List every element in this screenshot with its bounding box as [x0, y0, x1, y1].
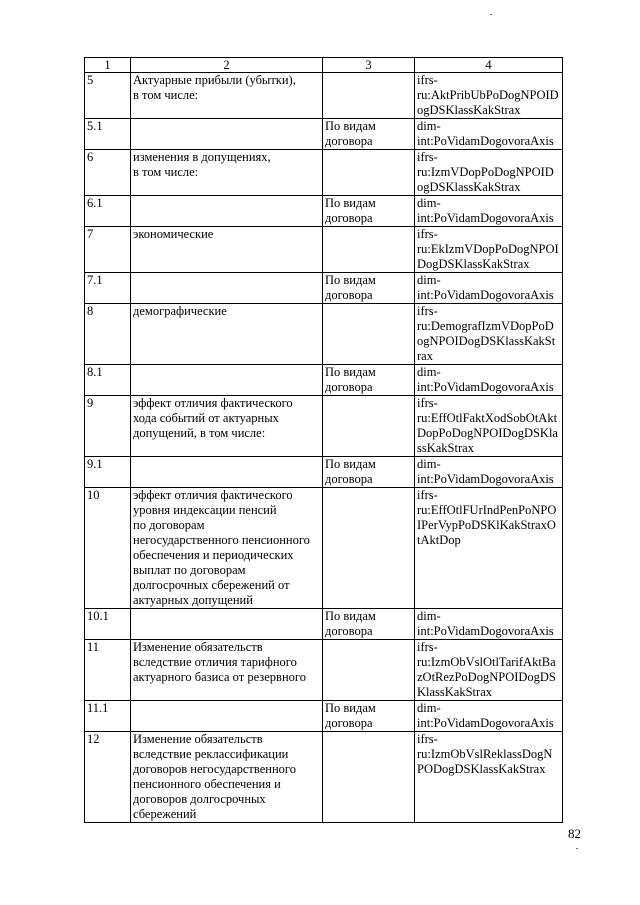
axis-cell: [323, 732, 415, 823]
description-cell: [131, 196, 323, 227]
row-number-cell: 5: [85, 73, 131, 119]
description-cell: [131, 365, 323, 396]
table-row: [85, 73, 563, 119]
table-header-row: [85, 58, 563, 73]
row-number-cell: 10: [85, 488, 131, 609]
table-row: [85, 273, 563, 304]
indicator-table: [84, 57, 563, 823]
description-cell: эффект отличия фактического хода событий от актуарных допущений, в том числе:: [131, 396, 323, 457]
code-cell: ifrs- ru:IzmObVslReklassDogN PODogDSKlassKakStrax: [415, 732, 563, 823]
axis-cell: [323, 640, 415, 701]
column-header-3: 3: [323, 58, 415, 73]
row-number-cell: 8.1: [85, 365, 131, 396]
table-row: [85, 457, 563, 488]
code-cell: dim- int:PoVidamDogovoraAxis: [415, 457, 563, 488]
description-cell: изменения в допущениях, в том числе:: [131, 150, 323, 196]
axis-cell: [323, 396, 415, 457]
table-row: [85, 150, 563, 196]
description-cell: Изменение обязательств вследствие отличия тарифного актуарного базиса от резервного: [131, 640, 323, 701]
code-cell: dim- int:PoVidamDogovoraAxis: [415, 196, 563, 227]
axis-cell: По видам договора: [323, 365, 415, 396]
axis-cell: [323, 227, 415, 273]
row-number-cell: 9: [85, 396, 131, 457]
scan-speck: [576, 848, 578, 849]
description-cell: эффект отличия фактического уровня индексации пенсий по договорам негосударственного пенсионного обеспечения и периодических выплат по договорам долгосрочных сбережений от актуарных допущений: [131, 488, 323, 609]
row-number-cell: 11: [85, 640, 131, 701]
row-number-cell: 6.1: [85, 196, 131, 227]
page-number: 82: [568, 826, 581, 841]
code-cell: ifrs- ru:AktPribUbPoDogNPOID ogDSKlassKakStrax: [415, 73, 563, 119]
table-row: [85, 640, 563, 701]
description-cell: Актуарные прибыли (убытки), в том числе:: [131, 73, 323, 119]
description-cell: демографические: [131, 304, 323, 365]
table-row: [85, 609, 563, 640]
axis-cell: По видам договора: [323, 457, 415, 488]
code-cell: ifrs- ru:EffOtlFaktXodSobOtAkt DopPoDogNPOIDogDSKla ssKakStrax: [415, 396, 563, 457]
table-row: [85, 396, 563, 457]
scan-speck: [490, 14, 492, 15]
description-cell: [131, 609, 323, 640]
table-row: [85, 488, 563, 609]
row-number-cell: 7: [85, 227, 131, 273]
row-number-cell: 5.1: [85, 119, 131, 150]
description-cell: [131, 457, 323, 488]
code-cell: dim- int:PoVidamDogovoraAxis: [415, 365, 563, 396]
column-header-4: 4: [415, 58, 563, 73]
description-cell: экономические: [131, 227, 323, 273]
axis-cell: [323, 150, 415, 196]
axis-cell: По видам договора: [323, 273, 415, 304]
table-row: [85, 365, 563, 396]
row-number-cell: 8: [85, 304, 131, 365]
axis-cell: По видам договора: [323, 609, 415, 640]
row-number-cell: 6: [85, 150, 131, 196]
axis-cell: [323, 488, 415, 609]
code-cell: ifrs- ru:EkIzmVDopPoDogNPOI DogDSKlassKakStrax: [415, 227, 563, 273]
row-number-cell: 11.1: [85, 701, 131, 732]
code-cell: dim- int:PoVidamDogovoraAxis: [415, 273, 563, 304]
table-body: [85, 73, 563, 823]
code-cell: ifrs- ru:IzmObVslOtlTarifAktBa zOtRezPoDogNPOIDogDS KlassKakStrax: [415, 640, 563, 701]
axis-cell: По видам договора: [323, 701, 415, 732]
axis-cell: По видам договора: [323, 119, 415, 150]
table-row: [85, 119, 563, 150]
row-number-cell: 10.1: [85, 609, 131, 640]
table-row: [85, 701, 563, 732]
description-cell: [131, 273, 323, 304]
row-number-cell: 7.1: [85, 273, 131, 304]
table-row: [85, 304, 563, 365]
row-number-cell: 12: [85, 732, 131, 823]
table-row: [85, 227, 563, 273]
description-cell: [131, 701, 323, 732]
table-row: [85, 196, 563, 227]
code-cell: ifrs- ru:IzmVDopPoDogNPOID ogDSKlassKakStrax: [415, 150, 563, 196]
description-cell: [131, 119, 323, 150]
column-header-1: 1: [85, 58, 131, 73]
code-cell: dim- int:PoVidamDogovoraAxis: [415, 119, 563, 150]
code-cell: dim- int:PoVidamDogovoraAxis: [415, 609, 563, 640]
code-cell: ifrs- ru:EffOtlFUrIndPenPoNPO IPerVypPoDSKlKakStraxO tAktDop: [415, 488, 563, 609]
axis-cell: По видам договора: [323, 196, 415, 227]
axis-cell: [323, 304, 415, 365]
table-row: [85, 732, 563, 823]
row-number-cell: 9.1: [85, 457, 131, 488]
axis-cell: [323, 73, 415, 119]
description-cell: Изменение обязательств вследствие реклассификации договоров негосударственного пенсионного обеспечения и договоров долгосрочных сбережений: [131, 732, 323, 823]
code-cell: dim- int:PoVidamDogovoraAxis: [415, 701, 563, 732]
column-header-2: 2: [131, 58, 323, 73]
code-cell: ifrs- ru:DemografIzmVDopPoD ogNPOIDogDSKlassKakSt rax: [415, 304, 563, 365]
